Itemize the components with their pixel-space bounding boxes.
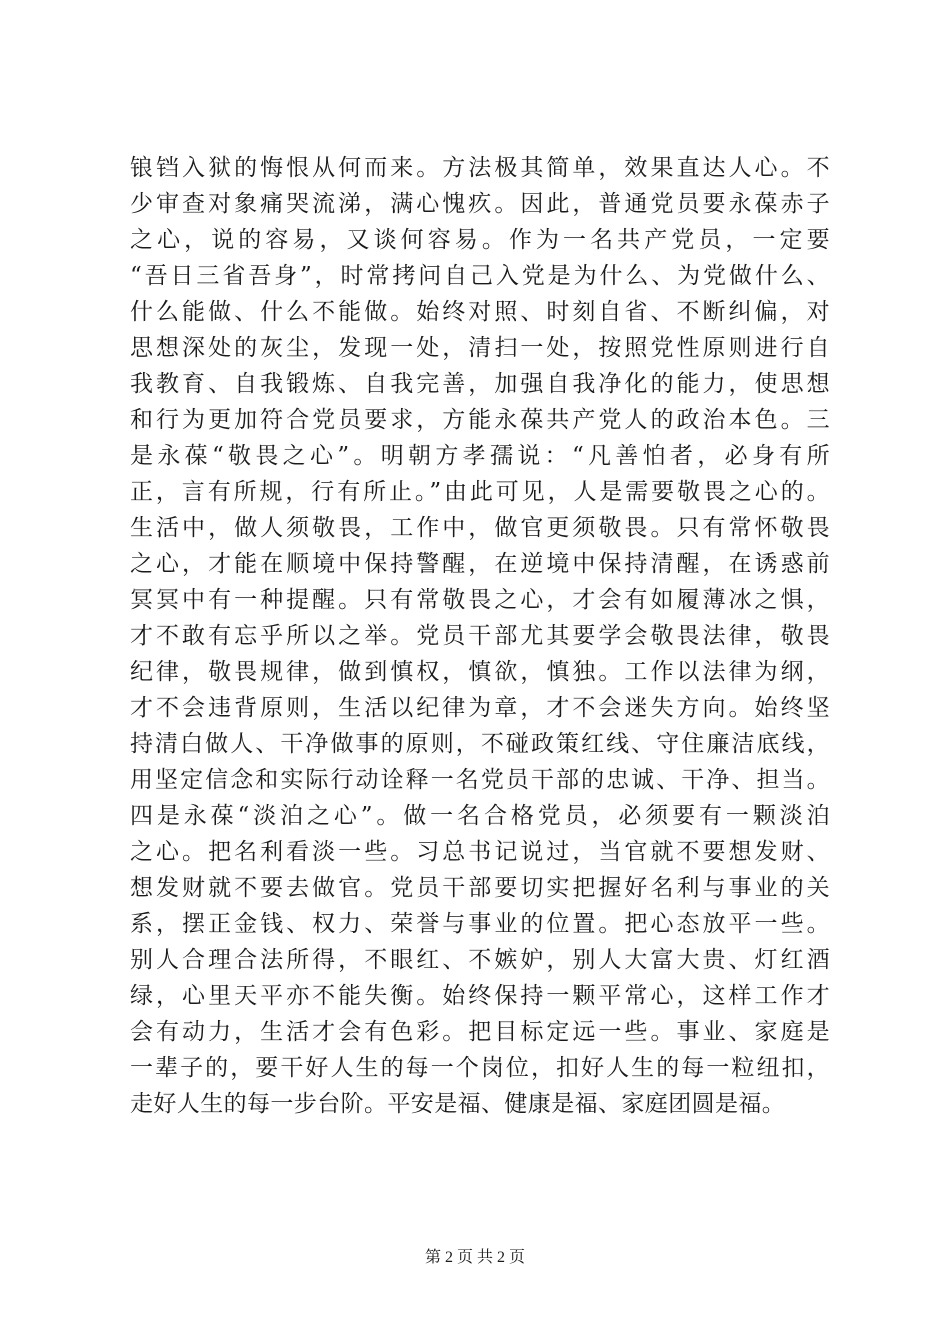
text-line: “吾日三省吾身”，时常拷问自己入党是为什么、为党做什么、 xyxy=(130,263,830,289)
text-line: 用坚定信念和实际行动诠释一名党员干部的忠诚、干净、担当。 xyxy=(130,767,830,793)
text-line: 绿，心里天平亦不能失衡。始终保持一颗平常心，这样工作才 xyxy=(130,983,830,1009)
text-line: 才不会违背原则，生活以纪律为章，才不会迷失方向。始终坚 xyxy=(130,695,830,721)
text-line: 和行为更加符合党员要求，方能永葆共产党人的政治本色。三 xyxy=(130,407,830,433)
text-line: 少审查对象痛哭流涕，满心愧疚。因此，普通党员要永葆赤子 xyxy=(130,191,830,217)
page-footer xyxy=(0,1244,950,1267)
text-line: 正，言有所规，行有所止。”由此可见，人是需要敬畏之心的。 xyxy=(130,479,830,505)
text-line: 冥冥中有一种提醒。只有常敬畏之心，才会有如履薄冰之惧， xyxy=(130,587,830,613)
text-line: 之心，说的容易，又谈何容易。作为一名共产党员，一定要 xyxy=(130,227,830,253)
text-line: 锒铛入狱的悔恨从何而来。方法极其简单，效果直达人心。不 xyxy=(130,155,830,181)
text-line: 一辈子的，要干好人生的每一个岗位，扣好人生的每一粒纽扣， xyxy=(130,1055,830,1081)
text-line: 才不敢有忘乎所以之举。党员干部尤其要学会敬畏法律，敬畏 xyxy=(130,623,830,649)
text-line: 我教育、自我锻炼、自我完善，加强自我净化的能力，使思想 xyxy=(130,371,830,397)
text-line: 是永葆“敬畏之心”。明朝方孝孺说：“凡善怕者，必身有所 xyxy=(130,443,830,469)
text-line: 想发财就不要去做官。党员干部要切实把握好名利与事业的关 xyxy=(130,875,830,901)
text-line: 系，摆正金钱、权力、荣誉与事业的位置。把心态放平一些。 xyxy=(130,911,830,937)
text-line: 纪律，敬畏规律，做到慎权，慎欲，慎独。工作以法律为纲， xyxy=(130,659,830,685)
text-line: 之心。把名利看淡一些。习总书记说过，当官就不要想发财、 xyxy=(130,839,830,865)
text-line: 别人合理合法所得，不眼红、不嫉妒，别人大富大贵、灯红酒 xyxy=(130,947,830,973)
text-line: 思想深处的灰尘，发现一处，清扫一处，按照党性原则进行自 xyxy=(130,335,830,361)
text-line: 持清白做人、干净做事的原则，不碰政策红线、守住廉洁底线， xyxy=(130,731,830,757)
text-line: 四是永葆“淡泊之心”。做一名合格党员，必须要有一颗淡泊 xyxy=(130,803,830,829)
text-line: 走好人生的每一步台阶。平安是福、健康是福、家庭团圆是福。 xyxy=(130,1091,786,1117)
text-line: 会有动力，生活才会有色彩。把目标定远一些。事业、家庭是 xyxy=(130,1019,830,1045)
page-number: 第 2 页 共 2 页 xyxy=(424,1249,525,1266)
text-line: 生活中，做人须敬畏，工作中，做官更须敬畏。只有常怀敬畏 xyxy=(130,515,830,541)
body-paragraph xyxy=(130,150,830,1122)
text-line: 什么能做、什么不能做。始终对照、时刻自省、不断纠偏，对 xyxy=(130,299,830,325)
text-line: 之心，才能在顺境中保持警醒，在逆境中保持清醒，在诱惑前 xyxy=(130,551,830,577)
